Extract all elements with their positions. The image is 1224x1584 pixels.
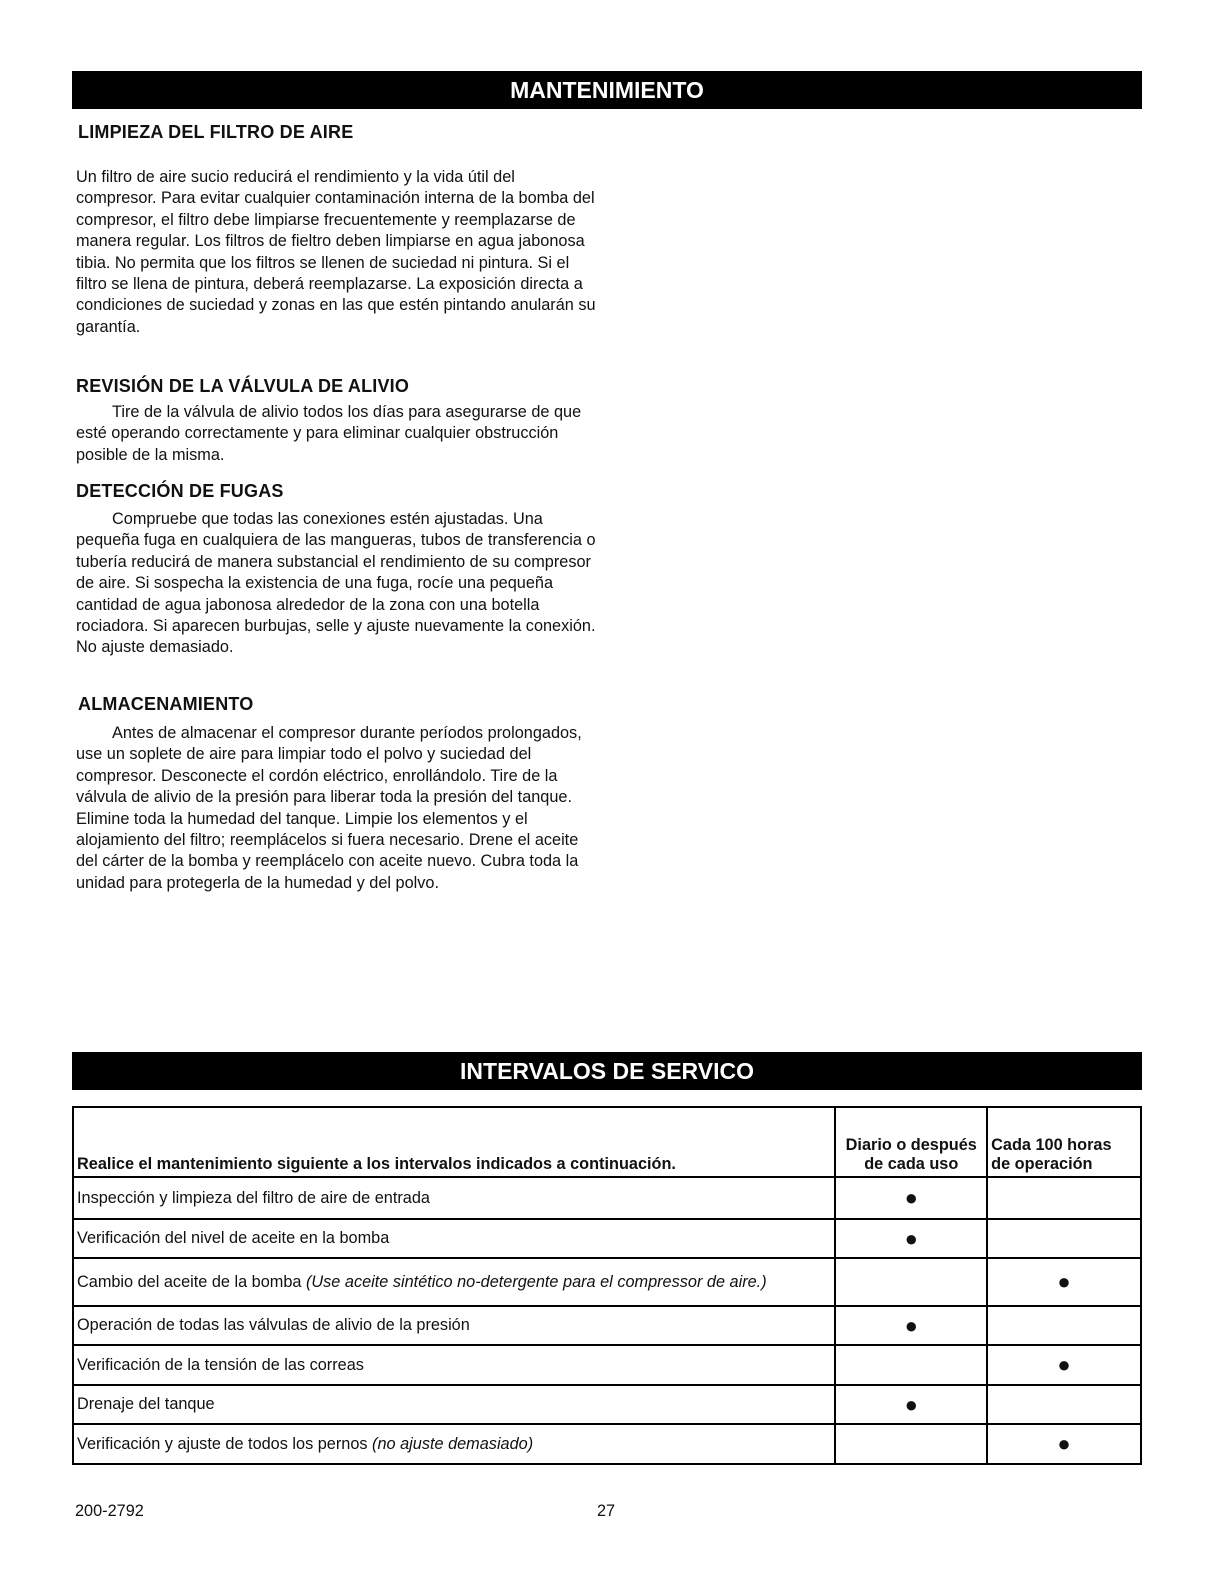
row-hours-mark: ●: [987, 1424, 1141, 1464]
row-hours-mark: [987, 1177, 1141, 1219]
row-daily-mark: [835, 1345, 987, 1385]
row-hours-mark: [987, 1306, 1141, 1345]
table-header-row: [73, 1107, 1141, 1177]
table-row: [73, 1306, 1141, 1345]
maintenance-banner: MANTENIMIENTO: [72, 71, 1142, 109]
table-row: [73, 1345, 1141, 1385]
row-daily-mark: [835, 1258, 987, 1306]
row-hours-mark: ●: [987, 1345, 1141, 1385]
service-intervals-banner: INTERVALOS DE SERVICO: [72, 1052, 1142, 1090]
section-text-air-filter: Un filtro de aire sucio reducirá el rendimiento y la vida útil del compresor. Para evitar cualquier contaminación interna de la bomba del compresor, el filtro debe limpiarse frecuentemente y reemplazarse de manera regular. Los filtros de fieltro deben limpiarse en agua jabonosa tibia. No permita que los filtros se llenen de suciedad ni pintura. Si el filtro se llena de pintura, deberá reemplazarse. La exposición directa a condiciones de suciedad y zonas en las que estén pintando anularán su garantía.: [76, 168, 596, 336]
row-daily-mark: ●: [835, 1306, 987, 1345]
table-row: [73, 1219, 1141, 1258]
row-daily-mark: ●: [835, 1219, 987, 1258]
table-row: [73, 1258, 1141, 1306]
row-hours-mark: [987, 1385, 1141, 1424]
row-task: Cambio del aceite de la bomba (Use aceite sintético no-detergente para el compressor de aire.): [73, 1258, 835, 1306]
row-task: Verificación y ajuste de todos los pernos (no ajuste demasiado): [73, 1424, 835, 1464]
row-task: Verificación de la tensión de las correas: [73, 1345, 835, 1385]
section-heading-leak-detection: DETECCIÓN DE FUGAS: [76, 481, 284, 501]
section-heading-air-filter: LIMPIEZA DEL FILTRO DE AIRE: [78, 122, 354, 142]
section-heading-storage: ALMACENAMIENTO: [78, 694, 254, 714]
page-number: 27: [597, 1502, 616, 1520]
service-intervals-table: [72, 1106, 1142, 1465]
header-hours-line1: Cada 100 horas: [991, 1136, 1112, 1154]
row-task: Drenaje del tanque: [73, 1385, 835, 1424]
row-daily-mark: [835, 1424, 987, 1464]
header-daily-line2: de cada uso: [864, 1155, 959, 1173]
header-daily-line1: Diario o después: [845, 1136, 977, 1154]
table-row: [73, 1385, 1141, 1424]
row-hours-mark: [987, 1219, 1141, 1258]
doc-number: 200-2792: [75, 1502, 144, 1520]
row-task: Verificación del nivel de aceite en la bomba: [73, 1219, 835, 1258]
header-hours-line2: de operación: [991, 1155, 1093, 1173]
section-text-storage: Antes de almacenar el compresor durante períodos prolongados, use un soplete de aire para limpiar todo el polvo y suciedad del compresor. Desconecte el cordón eléctrico, enrollándolo. Tire de la válvula de alivio de la presión para liberar toda la presión del tanque. Elimine toda la humedad del tanque. Limpie los elementos y el alojamiento del filtro; reemplácelos si fuera necesario. Drene el aceite del cárter de la bomba y reemplácelo con aceite nuevo. Cubra toda la unidad para protegerla de la humedad y del polvo.: [76, 724, 582, 892]
section-text-leak-detection: Compruebe que todas las conexiones estén ajustadas. Una pequeña fuga en cualquiera de las mangueras, tubos de transferencia o tubería reducirá de manera substancial el rendimiento de su compresor de aire. Si sospecha la existencia de una fuga, rocíe una pequeña cantidad de agua jabonosa alrededor de la zona con una botella rociadora. Si aparecen burbujas, selle y ajuste nuevamente la conexión. No ajuste demasiado.: [76, 510, 596, 657]
header-hours: [987, 1107, 1141, 1177]
section-text-relief-valve: Tire de la válvula de alivio todos los días para asegurarse de que esté operando correctamente y para eliminar cualquier obstrucción posible de la misma.: [76, 403, 582, 464]
row-daily-mark: ●: [835, 1177, 987, 1219]
table-row: [73, 1424, 1141, 1464]
row-task: Inspección y limpieza del filtro de aire de entrada: [73, 1177, 835, 1219]
row-task: Operación de todas las válvulas de alivio de la presión: [73, 1306, 835, 1345]
table-row: [73, 1177, 1141, 1219]
header-task: Realice el mantenimiento siguiente a los intervalos indicados a continuación.: [73, 1107, 835, 1177]
row-hours-mark: ●: [987, 1258, 1141, 1306]
header-daily: [835, 1107, 987, 1177]
row-daily-mark: ●: [835, 1385, 987, 1424]
section-heading-relief-valve: REVISIÓN DE LA VÁLVULA DE ALIVIO: [76, 376, 410, 396]
